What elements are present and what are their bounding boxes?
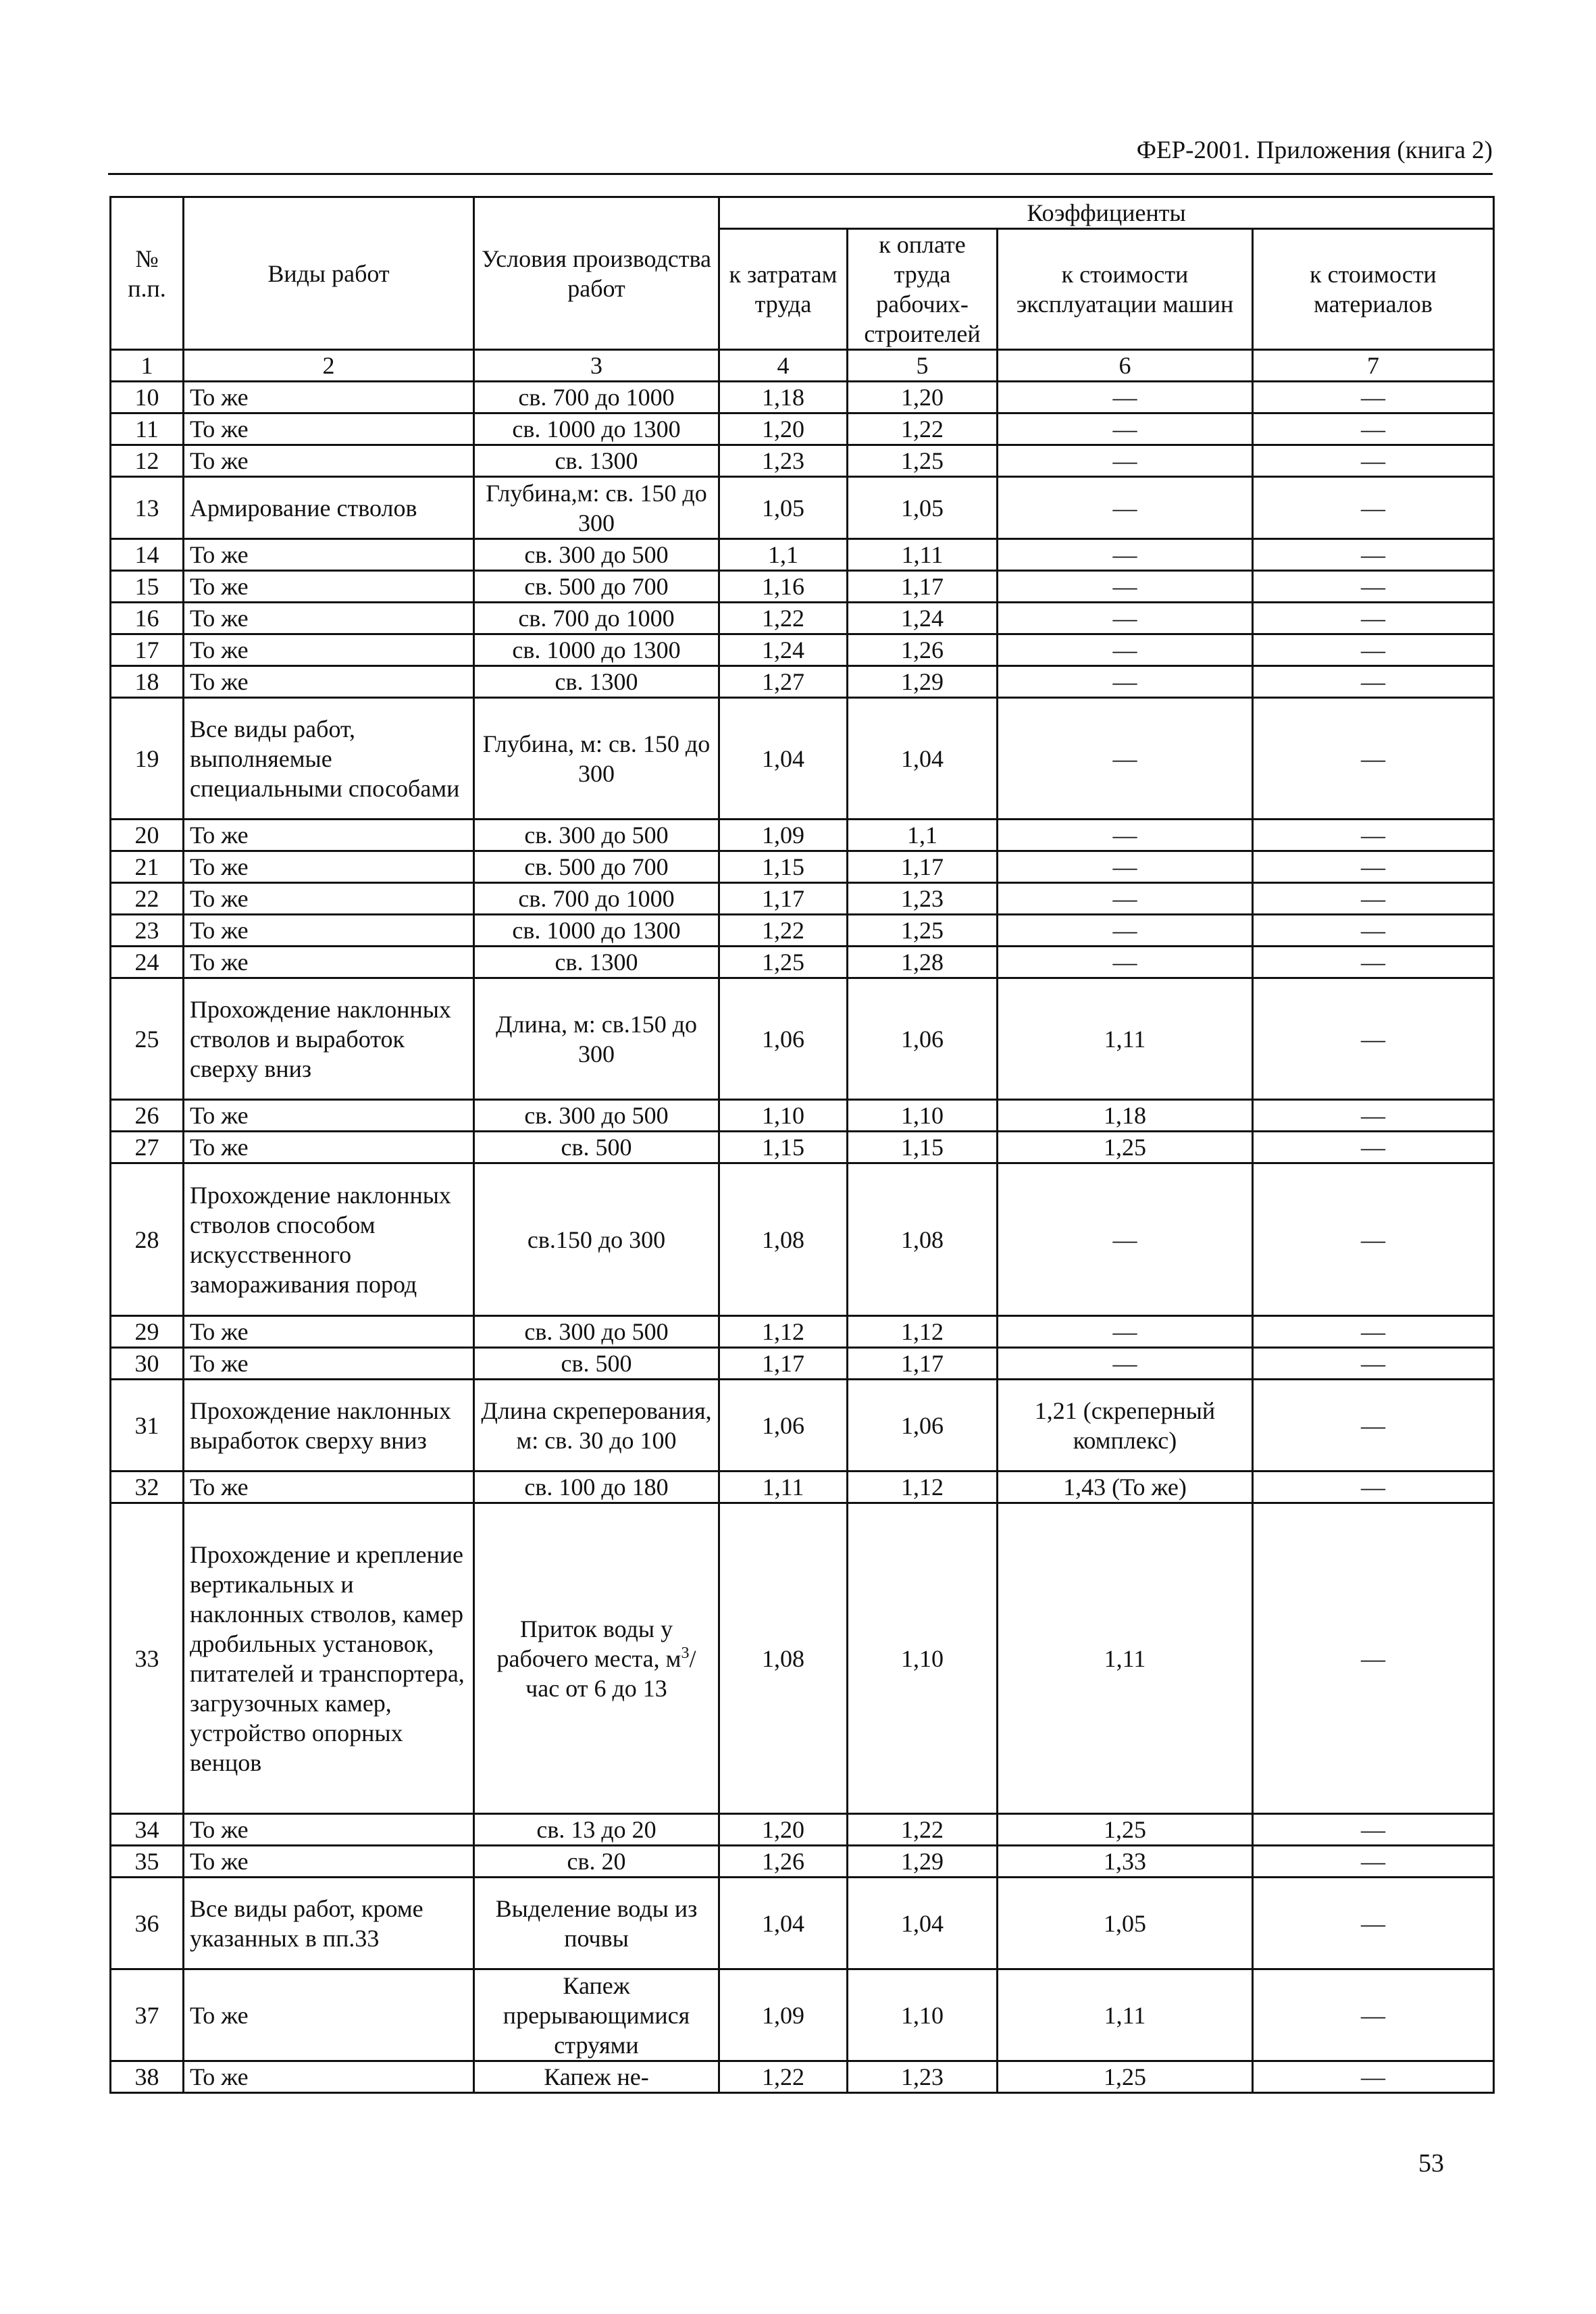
coef-materials: —: [1253, 382, 1494, 413]
row-number: 28: [111, 1163, 184, 1316]
row-number: 20: [111, 820, 184, 851]
work-type: Прохождение наклонных стволов способом искусственного замораживания пород: [184, 1163, 474, 1316]
header-pay: к оплате труда рабочих-строителей: [848, 229, 998, 350]
coef-materials: —: [1253, 1878, 1494, 1969]
work-type: То же: [184, 539, 474, 571]
coef-machines: —: [998, 1348, 1253, 1380]
coef-machines: —: [998, 698, 1253, 820]
work-type: Прохождение наклонных выработок сверху вниз: [184, 1380, 474, 1472]
coef-pay: 1,24: [848, 603, 998, 634]
row-number: 21: [111, 851, 184, 883]
coef-pay: 1,1: [848, 820, 998, 851]
coef-labor: 1,12: [719, 1316, 848, 1348]
coef-labor: 1,26: [719, 1846, 848, 1878]
coef-labor: 1,17: [719, 883, 848, 915]
conditions: [474, 1503, 719, 1814]
work-type: То же: [184, 1472, 474, 1503]
conditions: св. 1000 до 1300: [474, 634, 719, 666]
conditions: св. 700 до 1000: [474, 382, 719, 413]
table-row: [111, 698, 1494, 820]
conditions: Выделение воды из почвы: [474, 1878, 719, 1969]
coef-labor: 1,08: [719, 1163, 848, 1316]
work-type: То же: [184, 413, 474, 445]
conditions: Глубина, м: св. 150 до 300: [474, 698, 719, 820]
header-machines: к стоимости эксплуатации машин: [998, 229, 1253, 350]
index-cell: 2: [184, 350, 474, 382]
row-number: 12: [111, 445, 184, 477]
coef-materials: —: [1253, 571, 1494, 603]
row-number: 24: [111, 947, 184, 978]
page-number: 53: [1418, 2149, 1444, 2178]
work-type: То же: [184, 820, 474, 851]
coef-labor: 1,23: [719, 445, 848, 477]
coef-pay: 1,10: [848, 1969, 998, 2061]
coef-pay: 1,10: [848, 1503, 998, 1814]
table-row: [111, 413, 1494, 445]
coef-labor: 1,17: [719, 1348, 848, 1380]
coef-machines: 1,11: [998, 978, 1253, 1100]
coef-pay: 1,12: [848, 1316, 998, 1348]
row-number: 25: [111, 978, 184, 1100]
work-type: То же: [184, 1132, 474, 1163]
coef-pay: 1,06: [848, 978, 998, 1100]
work-type: То же: [184, 634, 474, 666]
coef-labor: 1,11: [719, 1472, 848, 1503]
coef-machines: —: [998, 1163, 1253, 1316]
conditions: св. 700 до 1000: [474, 883, 719, 915]
coef-machines: 1,25: [998, 2061, 1253, 2093]
conditions: св. 1300: [474, 947, 719, 978]
coef-machines: —: [998, 851, 1253, 883]
coef-labor: 1,24: [719, 634, 848, 666]
coef-machines: —: [998, 603, 1253, 634]
table-row: [111, 603, 1494, 634]
work-type: Прохождение наклонных стволов и выработок сверху вниз: [184, 978, 474, 1100]
coef-machines: —: [998, 571, 1253, 603]
conditions: св. 700 до 1000: [474, 603, 719, 634]
conditions: св. 500 до 700: [474, 571, 719, 603]
table-row: [111, 1316, 1494, 1348]
header-labor: к затратам труда: [719, 229, 848, 350]
table-row: [111, 539, 1494, 571]
coef-materials: —: [1253, 1163, 1494, 1316]
work-type: Все виды работ, выполняемые специальными способами: [184, 698, 474, 820]
coef-pay: 1,10: [848, 1100, 998, 1132]
header-num: № п.п.: [111, 197, 184, 350]
coef-materials: —: [1253, 883, 1494, 915]
coef-materials: —: [1253, 1316, 1494, 1348]
coef-machines: —: [998, 382, 1253, 413]
row-number: 29: [111, 1316, 184, 1348]
coefficients-table: [109, 196, 1495, 2094]
table-row: [111, 1846, 1494, 1878]
coef-machines: —: [998, 445, 1253, 477]
coef-pay: 1,23: [848, 883, 998, 915]
coef-machines: 1,25: [998, 1132, 1253, 1163]
coef-pay: 1,17: [848, 851, 998, 883]
row-number: 14: [111, 539, 184, 571]
coef-labor: 1,20: [719, 1814, 848, 1846]
index-cell: 5: [848, 350, 998, 382]
coef-pay: 1,25: [848, 445, 998, 477]
table-row: [111, 1472, 1494, 1503]
table-row: [111, 666, 1494, 698]
coef-pay: 1,22: [848, 1814, 998, 1846]
coef-machines: —: [998, 883, 1253, 915]
table-row: [111, 1814, 1494, 1846]
coef-pay: 1,06: [848, 1380, 998, 1472]
coef-materials: —: [1253, 445, 1494, 477]
table-row: [111, 883, 1494, 915]
coef-labor: 1,08: [719, 1503, 848, 1814]
coef-materials: —: [1253, 603, 1494, 634]
conditions: св. 1000 до 1300: [474, 915, 719, 947]
work-type: То же: [184, 1348, 474, 1380]
conditions: св. 500: [474, 1348, 719, 1380]
coef-pay: 1,29: [848, 1846, 998, 1878]
page-header: ФЕР-2001. Приложения (книга 2): [1136, 136, 1493, 164]
table-row: [111, 947, 1494, 978]
coef-machines: —: [998, 477, 1253, 539]
coef-materials: —: [1253, 1100, 1494, 1132]
conditions: Капеж прерывающимися струями: [474, 1969, 719, 2061]
coef-machines: —: [998, 820, 1253, 851]
coef-pay: 1,26: [848, 634, 998, 666]
coef-pay: 1,17: [848, 571, 998, 603]
row-number: 23: [111, 915, 184, 947]
table-row: [111, 382, 1494, 413]
coef-labor: 1,1: [719, 539, 848, 571]
conditions: св. 1300: [474, 445, 719, 477]
table-row: [111, 1348, 1494, 1380]
table-row: [111, 1969, 1494, 2061]
work-type: То же: [184, 571, 474, 603]
work-type: То же: [184, 666, 474, 698]
coef-machines: —: [998, 1316, 1253, 1348]
table-row: [111, 477, 1494, 539]
header-conditions: Условия производства работ: [474, 197, 719, 350]
coef-materials: —: [1253, 820, 1494, 851]
coef-materials: —: [1253, 477, 1494, 539]
work-type: То же: [184, 883, 474, 915]
table-row: [111, 851, 1494, 883]
row-number: 26: [111, 1100, 184, 1132]
coef-machines: 1,11: [998, 1969, 1253, 2061]
work-type: То же: [184, 1316, 474, 1348]
coef-pay: 1,04: [848, 698, 998, 820]
coef-materials: —: [1253, 1348, 1494, 1380]
row-number: 18: [111, 666, 184, 698]
work-type: То же: [184, 603, 474, 634]
table-row: [111, 1380, 1494, 1472]
header-work: Виды работ: [184, 197, 474, 350]
work-type: Армирование стволов: [184, 477, 474, 539]
coef-machines: 1,18: [998, 1100, 1253, 1132]
coef-materials: —: [1253, 698, 1494, 820]
work-type: То же: [184, 1100, 474, 1132]
coef-machines: 1,21 (скреперный комплекс): [998, 1380, 1253, 1472]
coef-pay: 1,29: [848, 666, 998, 698]
row-number: 36: [111, 1878, 184, 1969]
conditions-text: Приток воды у рабочего места, м: [496, 1615, 681, 1672]
coef-pay: 1,08: [848, 1163, 998, 1316]
work-type: То же: [184, 2061, 474, 2093]
row-number: 31: [111, 1380, 184, 1472]
coef-machines: 1,33: [998, 1846, 1253, 1878]
coef-materials: —: [1253, 851, 1494, 883]
conditions: св. 500: [474, 1132, 719, 1163]
coef-labor: 1,22: [719, 2061, 848, 2093]
coef-materials: —: [1253, 1814, 1494, 1846]
row-number: 16: [111, 603, 184, 634]
index-cell: 7: [1253, 350, 1494, 382]
index-cell: 4: [719, 350, 848, 382]
coef-materials: —: [1253, 1472, 1494, 1503]
conditions: Длина, м: св.150 до 300: [474, 978, 719, 1100]
row-number: 27: [111, 1132, 184, 1163]
coef-materials: —: [1253, 634, 1494, 666]
conditions: св. 100 до 180: [474, 1472, 719, 1503]
coef-labor: 1,15: [719, 1132, 848, 1163]
index-cell: 6: [998, 350, 1253, 382]
coef-pay: 1,12: [848, 1472, 998, 1503]
coef-pay: 1,25: [848, 915, 998, 947]
coef-pay: 1,28: [848, 947, 998, 978]
coef-pay: 1,05: [848, 477, 998, 539]
table-row: [111, 1100, 1494, 1132]
conditions: св. 300 до 500: [474, 1100, 719, 1132]
index-cell: 1: [111, 350, 184, 382]
row-number: 17: [111, 634, 184, 666]
superscript: 3: [681, 1644, 690, 1662]
coef-materials: —: [1253, 978, 1494, 1100]
row-number: 35: [111, 1846, 184, 1878]
coef-pay: 1,11: [848, 539, 998, 571]
coef-labor: 1,20: [719, 413, 848, 445]
row-number: 10: [111, 382, 184, 413]
coef-materials: —: [1253, 413, 1494, 445]
conditions: св. 300 до 500: [474, 539, 719, 571]
work-type: То же: [184, 1846, 474, 1878]
conditions: св. 1300: [474, 666, 719, 698]
coef-pay: 1,23: [848, 2061, 998, 2093]
coef-labor: 1,22: [719, 603, 848, 634]
conditions-text: /час от 6 до 13: [525, 1644, 696, 1702]
conditions: св.150 до 300: [474, 1163, 719, 1316]
table-row: [111, 820, 1494, 851]
row-number: 15: [111, 571, 184, 603]
row-number: 30: [111, 1348, 184, 1380]
coef-materials: —: [1253, 666, 1494, 698]
conditions: св. 300 до 500: [474, 820, 719, 851]
coef-materials: —: [1253, 1380, 1494, 1472]
coef-machines: 1,11: [998, 1503, 1253, 1814]
coef-labor: 1,04: [719, 1878, 848, 1969]
coef-materials: —: [1253, 1969, 1494, 2061]
header-materials: к стоимости материалов: [1253, 229, 1494, 350]
conditions: Длина скреперования, м: св. 30 до 100: [474, 1380, 719, 1472]
coef-labor: 1,10: [719, 1100, 848, 1132]
coef-labor: 1,05: [719, 477, 848, 539]
coef-labor: 1,09: [719, 820, 848, 851]
table-row: [111, 2061, 1494, 2093]
coef-labor: 1,06: [719, 1380, 848, 1472]
coef-labor: 1,06: [719, 978, 848, 1100]
work-type: То же: [184, 851, 474, 883]
conditions: Глубина,м: св. 150 до 300: [474, 477, 719, 539]
coef-materials: —: [1253, 539, 1494, 571]
work-type: То же: [184, 1969, 474, 2061]
coef-pay: 1,20: [848, 382, 998, 413]
coef-materials: —: [1253, 947, 1494, 978]
work-type: Прохождение и крепление вертикальных и наклонных стволов, камер дробильных установок, питателей и транспортера, загрузочных камер, устройство опорных венцов: [184, 1503, 474, 1814]
coef-machines: —: [998, 634, 1253, 666]
coef-pay: 1,15: [848, 1132, 998, 1163]
work-type: То же: [184, 445, 474, 477]
table-row: [111, 634, 1494, 666]
conditions: св. 300 до 500: [474, 1316, 719, 1348]
row-number: 32: [111, 1472, 184, 1503]
work-type: То же: [184, 382, 474, 413]
coef-materials: —: [1253, 915, 1494, 947]
coef-pay: 1,17: [848, 1348, 998, 1380]
work-type: То же: [184, 915, 474, 947]
coef-labor: 1,16: [719, 571, 848, 603]
coef-materials: —: [1253, 1132, 1494, 1163]
conditions: св. 13 до 20: [474, 1814, 719, 1846]
index-cell: 3: [474, 350, 719, 382]
row-number: 11: [111, 413, 184, 445]
coef-machines: —: [998, 666, 1253, 698]
row-number: 37: [111, 1969, 184, 2061]
work-type: Все виды работ, кроме указанных в пп.33: [184, 1878, 474, 1969]
row-number: 22: [111, 883, 184, 915]
table-row: [111, 1132, 1494, 1163]
row-number: 33: [111, 1503, 184, 1814]
work-type: То же: [184, 947, 474, 978]
coef-machines: 1,43 (То же): [998, 1472, 1253, 1503]
table-row: [111, 1503, 1494, 1814]
table-row: [111, 571, 1494, 603]
coef-machines: —: [998, 915, 1253, 947]
coef-materials: —: [1253, 1846, 1494, 1878]
table-row: [111, 1163, 1494, 1316]
header-coefficients: Коэффициенты: [719, 197, 1494, 229]
table-row: [111, 445, 1494, 477]
coef-machines: 1,25: [998, 1814, 1253, 1846]
conditions: св. 20: [474, 1846, 719, 1878]
coef-labor: 1,25: [719, 947, 848, 978]
row-number: 34: [111, 1814, 184, 1846]
coef-labor: 1,22: [719, 915, 848, 947]
conditions: Капеж не-: [474, 2061, 719, 2093]
conditions: св. 1000 до 1300: [474, 413, 719, 445]
table-row: [111, 978, 1494, 1100]
coef-machines: —: [998, 413, 1253, 445]
coef-machines: 1,05: [998, 1878, 1253, 1969]
coef-materials: —: [1253, 2061, 1494, 2093]
coef-machines: —: [998, 539, 1253, 571]
coef-labor: 1,09: [719, 1969, 848, 2061]
coef-labor: 1,18: [719, 382, 848, 413]
coef-labor: 1,04: [719, 698, 848, 820]
table-row: [111, 1878, 1494, 1969]
coef-labor: 1,15: [719, 851, 848, 883]
row-number: 19: [111, 698, 184, 820]
conditions: св. 500 до 700: [474, 851, 719, 883]
row-number: 13: [111, 477, 184, 539]
work-type: То же: [184, 1814, 474, 1846]
coef-materials: —: [1253, 1503, 1494, 1814]
coef-pay: 1,04: [848, 1878, 998, 1969]
coef-labor: 1,27: [719, 666, 848, 698]
table-row: [111, 915, 1494, 947]
coef-pay: 1,22: [848, 413, 998, 445]
row-number: 38: [111, 2061, 184, 2093]
header-rule: [108, 173, 1493, 175]
coef-machines: —: [998, 947, 1253, 978]
